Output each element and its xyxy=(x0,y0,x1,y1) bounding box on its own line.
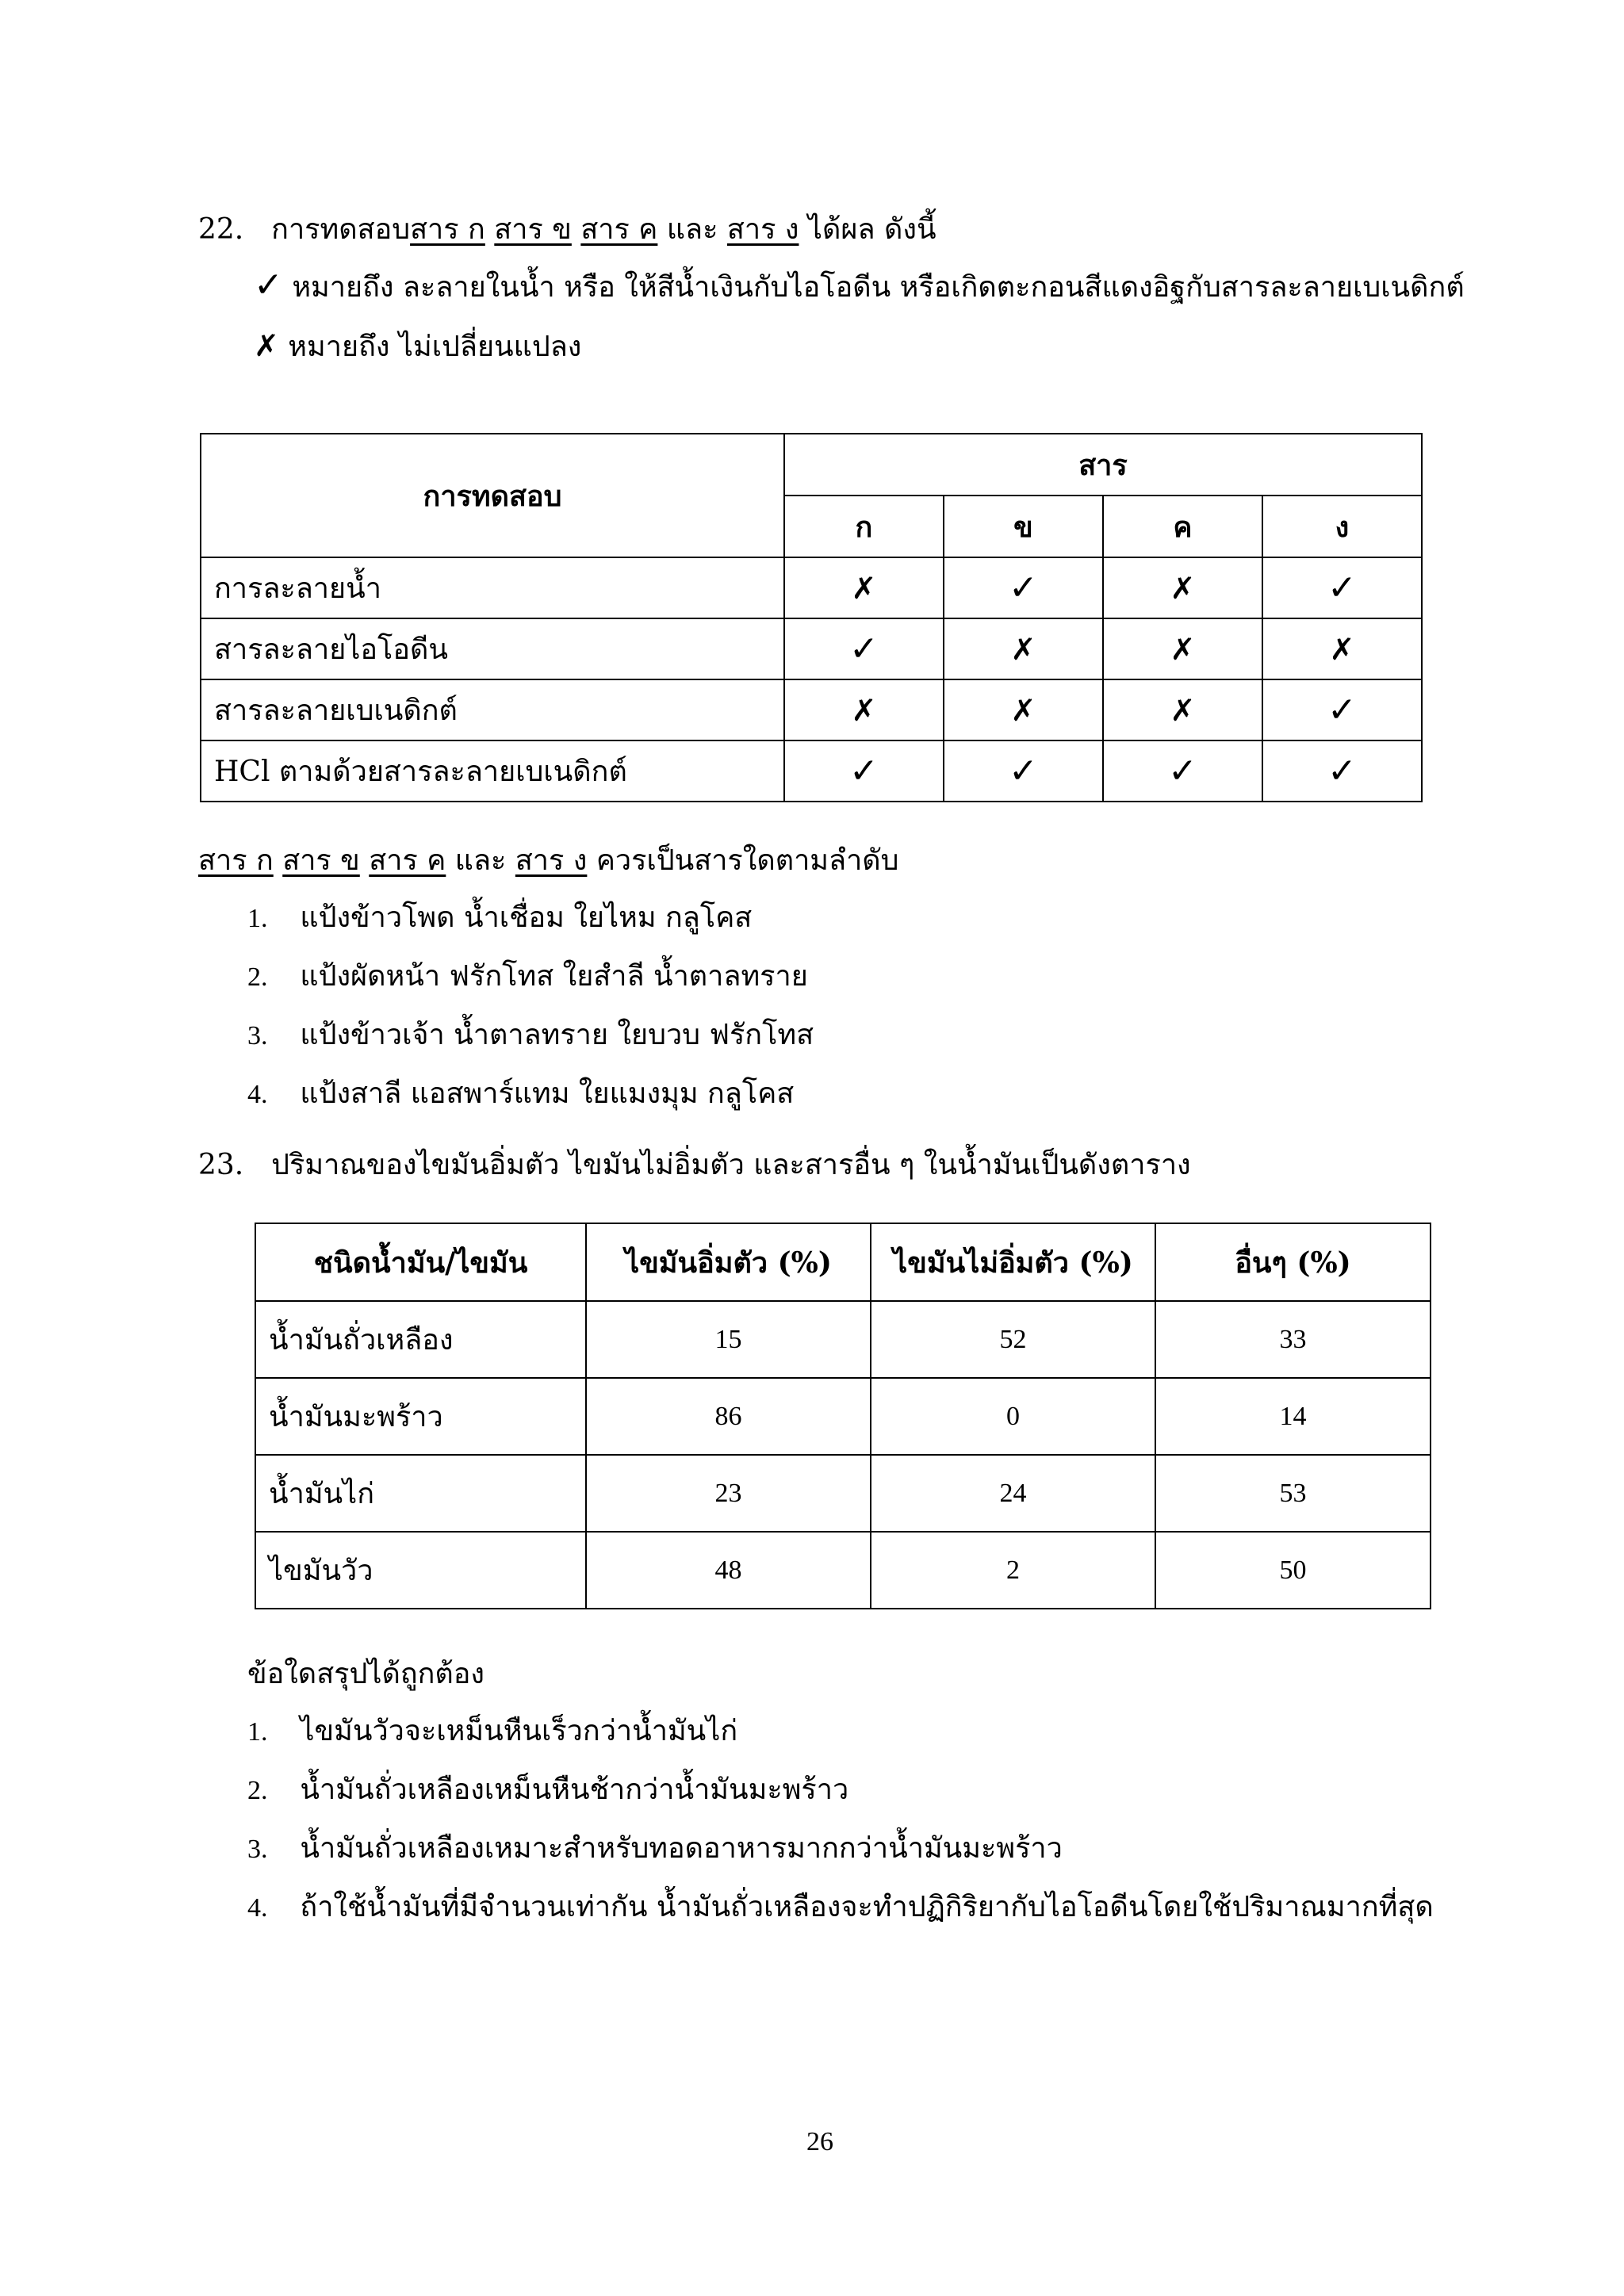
saturated-value: 86 xyxy=(586,1378,871,1455)
option-text: แป้งข้าวโพด น้ำเชื่อม ใยไหม กลูโคส xyxy=(300,901,753,934)
q22-option-1[interactable] xyxy=(247,899,752,938)
substance-header: สาร xyxy=(784,434,1422,496)
q23-heading xyxy=(198,1146,1191,1184)
result-cell xyxy=(1262,679,1422,740)
q22-option-3[interactable] xyxy=(247,1016,814,1055)
cross-icon: ✗ xyxy=(851,570,877,606)
table-row xyxy=(255,1455,1431,1532)
option-number: 2. xyxy=(247,962,268,992)
saturated-value: 48 xyxy=(586,1532,871,1609)
result-cell xyxy=(784,618,944,679)
cross-icon: ✗ xyxy=(1010,631,1036,667)
column-header: ก xyxy=(784,496,944,557)
other-value: 14 xyxy=(1155,1378,1431,1455)
check-icon: ✓ xyxy=(1327,690,1357,730)
q23-option-4[interactable] xyxy=(247,1888,1434,1927)
and-word: และ xyxy=(666,213,718,246)
oil-name: น้ำมันไก่ xyxy=(255,1455,586,1532)
page-number: 26 xyxy=(806,2127,833,2156)
table-row xyxy=(201,618,1422,679)
substance-c-label: สาร ค xyxy=(580,213,658,246)
other-value: 33 xyxy=(1155,1301,1431,1378)
cross-icon: ✗ xyxy=(254,328,279,363)
column-header: ชนิดน้ำมัน/ไขมัน xyxy=(255,1223,586,1301)
q22-intro-prefix: การทดสอบ xyxy=(271,213,411,246)
cross-icon: ✗ xyxy=(1010,692,1036,728)
q23-question: ข้อใดสรุปได้ถูกต้อง xyxy=(247,1658,485,1690)
option-number: 4. xyxy=(247,1893,268,1923)
table-header-row xyxy=(255,1223,1431,1301)
cross-icon: ✗ xyxy=(1329,631,1355,667)
unsaturated-value: 24 xyxy=(871,1455,1155,1532)
result-cell xyxy=(1262,618,1422,679)
option-number: 1. xyxy=(247,904,268,933)
oil-name: น้ำมันมะพร้าว xyxy=(255,1378,586,1455)
option-number: 2. xyxy=(247,1776,268,1805)
substance-b-label: สาร ข xyxy=(494,213,572,246)
option-text: แป้งข้าวเจ้า น้ำตาลทราย ใยบวบ ฟรักโทส xyxy=(300,1019,814,1051)
check-icon: ✓ xyxy=(1168,751,1197,791)
table-row xyxy=(255,1532,1431,1609)
oil-composition-table xyxy=(255,1223,1431,1609)
check-icon: ✓ xyxy=(1009,751,1038,791)
q22-question-suffix: ควรเป็นสารใดตามลำดับ xyxy=(596,844,899,877)
q22-option-2[interactable] xyxy=(247,958,808,997)
option-number: 3. xyxy=(247,1835,268,1864)
row-label: HCl ตามด้วยสารละลายเบเนดิกต์ xyxy=(201,740,784,802)
column-header: ค xyxy=(1103,496,1262,557)
option-text: ไขมันวัวจะเหม็นหืนเร็วกว่าน้ำมันไก่ xyxy=(300,1715,738,1747)
and-word: และ xyxy=(454,844,507,877)
check-icon: ✓ xyxy=(1327,568,1357,608)
result-cell xyxy=(1262,557,1422,618)
substance-c-label: สาร ค xyxy=(369,844,446,877)
unsaturated-value: 2 xyxy=(871,1532,1155,1609)
column-header: ข xyxy=(944,496,1103,557)
table-row xyxy=(201,679,1422,740)
cross-icon: ✗ xyxy=(1170,631,1196,667)
option-number: 1. xyxy=(247,1717,268,1747)
row-label: การละลายน้ำ xyxy=(201,557,784,618)
check-icon: ✓ xyxy=(849,629,879,669)
option-text: แป้งผัดหน้า ฟรักโทส ใยสำลี น้ำตาลทราย xyxy=(300,960,808,993)
result-cell xyxy=(1103,679,1262,740)
option-number: 3. xyxy=(247,1021,268,1050)
result-cell xyxy=(944,557,1103,618)
check-icon: ✓ xyxy=(1009,568,1038,608)
result-cell xyxy=(784,679,944,740)
table-row xyxy=(255,1301,1431,1378)
result-cell xyxy=(1103,618,1262,679)
oil-name: ไขมันวัว xyxy=(255,1532,586,1609)
table-header-row xyxy=(201,434,1422,496)
legend-cross-text: หมายถึง ไม่เปลี่ยนแปลง xyxy=(288,331,582,363)
unsaturated-value: 0 xyxy=(871,1378,1155,1455)
substance-d-label: สาร ง xyxy=(515,844,588,877)
option-text: น้ำมันถั่วเหลืองเหม็นหืนช้ากว่าน้ำมันมะพร้าว xyxy=(300,1774,849,1806)
q23-option-1[interactable] xyxy=(247,1712,737,1751)
option-number: 4. xyxy=(247,1080,268,1109)
substance-d-label: สาร ง xyxy=(726,213,799,246)
table-row xyxy=(201,740,1422,802)
option-text: น้ำมันถั่วเหลืองเหมาะสำหรับทอดอาหารมากกว่าน้ำมันมะพร้าว xyxy=(300,1832,1063,1865)
column-header: ง xyxy=(1262,496,1422,557)
q22-option-4[interactable] xyxy=(247,1075,794,1114)
q23-intro: ปริมาณของไขมันอิ่มตัว ไขมันไม่อิ่มตัว และสารอื่น ๆ ในน้ำมันเป็นดังตาราง xyxy=(271,1149,1191,1181)
substance-a-label: สาร ก xyxy=(198,844,274,877)
result-cell xyxy=(944,618,1103,679)
result-cell xyxy=(944,740,1103,802)
other-value: 50 xyxy=(1155,1532,1431,1609)
saturated-value: 23 xyxy=(586,1455,871,1532)
column-header: ไขมันอิ่มตัว (%) xyxy=(586,1223,871,1301)
q23-number: 23. xyxy=(198,1149,244,1181)
cross-icon: ✗ xyxy=(851,692,877,728)
column-header: อื่นๆ (%) xyxy=(1155,1223,1431,1301)
legend-check-text: หมายถึง ละลายในน้ำ หรือ ให้สีน้ำเงินกับไอโอดีน หรือเกิดตะกอนสีแดงอิฐกับสารละลายเบเนดิกต์ xyxy=(292,271,1465,304)
substance-b-label: สาร ข xyxy=(282,844,360,877)
q22-intro-suffix: ได้ผล ดังนี้ xyxy=(807,213,936,246)
check-icon: ✓ xyxy=(1327,751,1357,791)
cross-icon: ✗ xyxy=(1170,692,1196,728)
row-label: สารละลายเบเนดิกต์ xyxy=(201,679,784,740)
cross-icon: ✗ xyxy=(1170,570,1196,606)
table-row xyxy=(201,557,1422,618)
result-cell xyxy=(784,740,944,802)
result-cell xyxy=(1103,740,1262,802)
check-icon: ✓ xyxy=(849,751,879,791)
legend-cross-line xyxy=(254,327,581,366)
q22-question xyxy=(198,842,899,880)
q23-option-3[interactable] xyxy=(247,1830,1063,1869)
unsaturated-value: 52 xyxy=(871,1301,1155,1378)
legend-check-line xyxy=(254,266,1465,307)
option-text: ถ้าใช้น้ำมันที่มีจำนวนเท่ากัน น้ำมันถั่วเหลืองจะทำปฏิกิริยากับไอโอดีนโดยใช้ปริมาณมากที่สุด xyxy=(300,1891,1434,1923)
q22-results-table xyxy=(200,433,1423,802)
oil-name: น้ำมันถั่วเหลือง xyxy=(255,1301,586,1378)
q23-option-2[interactable] xyxy=(247,1771,848,1810)
table-row xyxy=(255,1378,1431,1455)
column-header: ไขมันไม่อิ่มตัว (%) xyxy=(871,1223,1155,1301)
result-cell xyxy=(1262,740,1422,802)
check-icon: ✓ xyxy=(254,265,283,305)
result-cell xyxy=(944,679,1103,740)
substance-a-label: สาร ก xyxy=(410,213,485,246)
row-label: สารละลายไอโอดีน xyxy=(201,618,784,679)
other-value: 53 xyxy=(1155,1455,1431,1532)
q22-number: 22. xyxy=(198,213,244,246)
result-cell xyxy=(784,557,944,618)
option-text: แป้งสาลี แอสพาร์แทม ใยแมงมุม กลูโคส xyxy=(300,1077,795,1110)
saturated-value: 15 xyxy=(586,1301,871,1378)
q22-heading xyxy=(198,211,936,249)
test-header: การทดสอบ xyxy=(201,434,784,557)
result-cell xyxy=(1103,557,1262,618)
